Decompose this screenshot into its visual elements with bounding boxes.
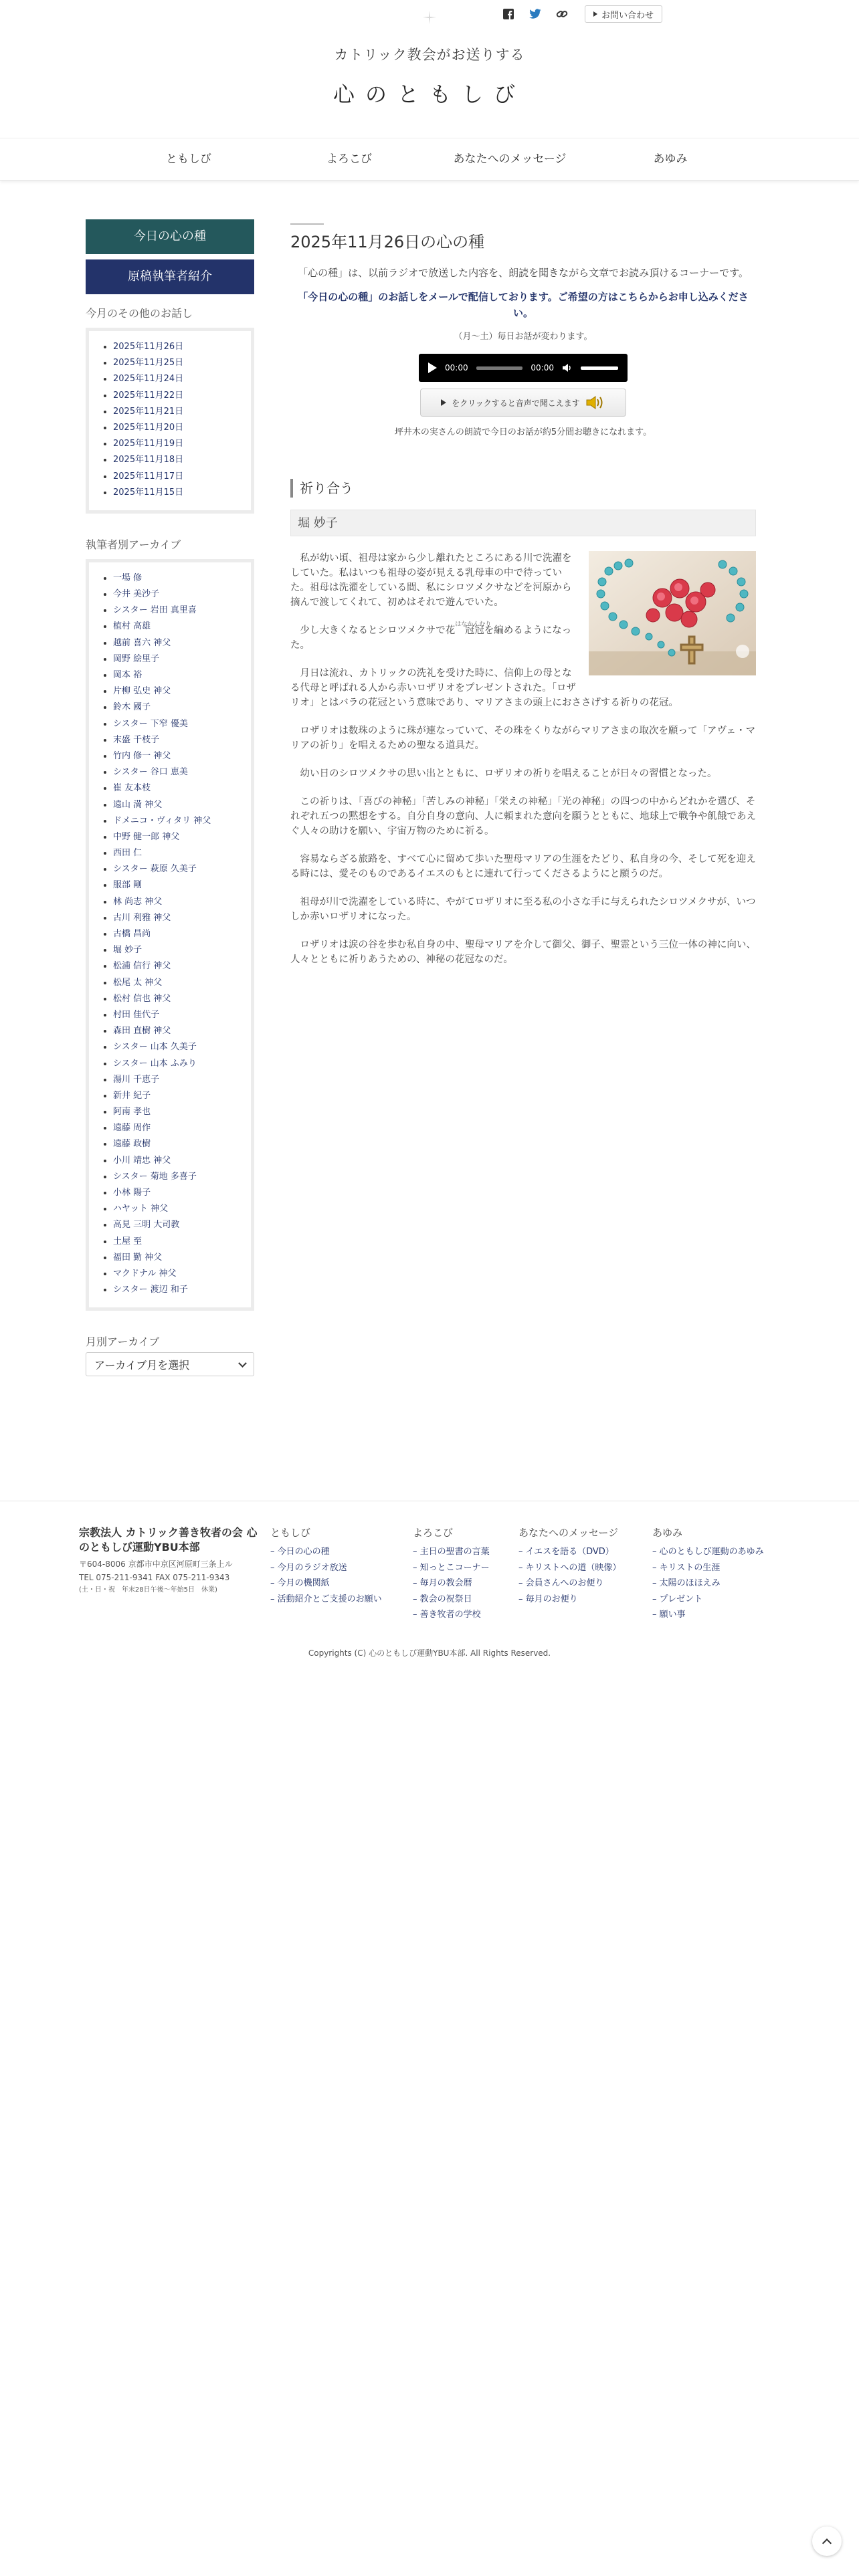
dash-bullet-icon: –: [270, 1578, 278, 1588]
author-item: [102, 861, 242, 877]
footer-link-label: 毎月のお便り: [525, 1594, 578, 1604]
sidebar: [86, 219, 254, 1376]
story-paragraph: 月日は流れ、カトリックの洗礼を受けた時に、信仰上の母となる代母と呼ばれる人から赤いロザリオをプレゼントされた。「ロザリオ」とはバラの花冠という意味であり、マリアさまの頭上におささげする祈りの花冠。: [290, 668, 678, 708]
site-title[interactable]: 心のともしび: [332, 82, 526, 107]
other-story-item: [102, 436, 242, 452]
footer-link[interactable]: [518, 1576, 621, 1592]
author-item-link[interactable]: 崔 友本枝: [113, 783, 151, 794]
footer-link[interactable]: [413, 1607, 490, 1623]
footer-link[interactable]: [413, 1544, 490, 1560]
footer-link[interactable]: [270, 1592, 382, 1608]
author-item-link[interactable]: 松村 信也 神父: [113, 993, 171, 1004]
other-story-item-link[interactable]: 2025年11月20日: [113, 422, 184, 433]
other-story-item-link[interactable]: 2025年11月18日: [113, 455, 184, 465]
site-tagline: カトリック教会がお送りする: [334, 47, 525, 63]
schedule-note: （月〜土）毎日お話が変わります。: [454, 332, 593, 342]
footer-link[interactable]: [652, 1607, 764, 1623]
other-story-item: [102, 469, 242, 485]
author-item-link[interactable]: 遠藤 政樹: [113, 1139, 151, 1150]
progress-slider[interactable]: [476, 366, 523, 370]
author-item-link[interactable]: シスター 萩原 久美子: [113, 864, 197, 875]
author-item-link[interactable]: 岡本 裕: [113, 670, 142, 680]
author-item: [102, 1217, 242, 1233]
footer-link-label: キリストへの道（映像）: [525, 1562, 622, 1573]
footer-column-heading[interactable]: ともしび: [270, 1527, 311, 1539]
footer-column-heading[interactable]: あゆみ: [652, 1527, 683, 1539]
facebook-icon[interactable]: [500, 6, 516, 22]
author-item: [102, 1088, 242, 1104]
nav-item-message[interactable]: あなたへのメッセージ: [453, 152, 567, 166]
page-title: 2025年11月26日の心の種: [290, 233, 485, 251]
dash-bullet-icon: –: [413, 1562, 420, 1573]
author-item: [102, 829, 242, 845]
footer-link[interactable]: [518, 1560, 621, 1576]
author-item-link[interactable]: 阿南 孝也: [113, 1107, 151, 1117]
today-seed-button[interactable]: 今日の心の種: [86, 219, 254, 254]
author-item-link[interactable]: 新井 紀子: [113, 1090, 151, 1101]
copyright: Copyrights (C) 心のともしび運動YBU本部. All Rights Reserved.: [308, 1648, 551, 1658]
nav-item-tomoshibi[interactable]: ともしび: [166, 152, 211, 166]
story-body: [290, 551, 756, 967]
author-item: [102, 975, 242, 991]
footer-hours: (土・日・祝 年末28日午後〜年始5日 休業): [79, 1586, 217, 1594]
author-item: [102, 1234, 242, 1250]
author-item: [102, 683, 242, 700]
other-story-item: [102, 339, 242, 355]
author-item: [102, 1104, 242, 1120]
audio-player: [419, 354, 628, 382]
author-item-link[interactable]: 松尾 太 神父: [113, 977, 163, 988]
other-story-item: [102, 355, 242, 371]
contact-button[interactable]: [585, 5, 662, 23]
nav-item-yorokobi[interactable]: よろこび: [326, 152, 372, 166]
story-paragraph-suffix: 冠を編めるようになった。: [290, 625, 572, 651]
author-item-link[interactable]: シスター 谷口 恵美: [113, 767, 188, 778]
twitter-icon[interactable]: [527, 6, 543, 22]
footer-link-label: 活動紹介とご支援のお願い: [277, 1594, 382, 1604]
monthly-archive-heading: 月別アーカイブ: [86, 1335, 160, 1349]
author-item-link[interactable]: 越前 喜六 神父: [113, 637, 171, 648]
global-nav: [0, 138, 859, 181]
dash-bullet-icon: –: [413, 1547, 420, 1557]
dash-bullet-icon: –: [652, 1594, 660, 1604]
author-item-link[interactable]: 村田 佳代子: [113, 1009, 160, 1020]
author-item: [102, 1039, 242, 1055]
footer-link-label: 主日の聖書の言葉: [419, 1547, 490, 1557]
author-name: 堀 妙子: [290, 510, 756, 536]
author-item-link[interactable]: 片柳 弘史 神父: [113, 686, 171, 697]
other-story-item: [102, 388, 242, 404]
author-item-link[interactable]: 中野 健一郎 神父: [113, 831, 180, 842]
dash-bullet-icon: –: [518, 1594, 526, 1604]
ruby-word: [445, 621, 492, 636]
footer-link[interactable]: [652, 1576, 764, 1592]
author-item: [102, 748, 242, 764]
footer-column: [518, 1525, 621, 1607]
footer-link[interactable]: [652, 1560, 764, 1576]
footer-org-name: 宗教法人 カトリック善き牧者の会 心のともしび運動YBU本部: [79, 1526, 258, 1553]
author-item: [102, 1023, 242, 1039]
footer-link-label: 毎月の教会暦: [419, 1578, 472, 1588]
author-item: [102, 991, 242, 1007]
top-bar: [0, 0, 859, 27]
story-paragraph: 容易ならざる旅路を、すべて心に留めて歩いた聖母マリアの生涯をたどり、私自身の今、そして死を迎える時には、愛そのものであるイエスのもとに連れて行ってくださるようにと願うのだ。: [290, 854, 756, 879]
dash-bullet-icon: –: [270, 1547, 278, 1557]
other-story-item-link[interactable]: 2025年11月25日: [113, 358, 184, 368]
footer-link-label: 善き牧者の学校: [419, 1610, 481, 1620]
author-item-link[interactable]: 今井 美沙子: [113, 589, 160, 600]
author-item: [102, 716, 242, 732]
footer-link-label: 教会の祝祭日: [419, 1594, 472, 1604]
footer-org-info: [79, 1525, 260, 1596]
dash-bullet-icon: –: [652, 1610, 660, 1620]
author-archive-heading: 執筆者別アーカイブ: [86, 538, 181, 551]
footer-link[interactable]: [270, 1560, 382, 1576]
mail-subscribe-link[interactable]: 「今日の心の種」のお話しをメールで配信しております。ご希望の方はこちらからお申し込みください。: [298, 291, 749, 319]
author-item: [102, 1250, 242, 1266]
author-item-link[interactable]: 岡野 絵里子: [113, 653, 160, 664]
author-item: [102, 813, 242, 829]
ruby-base: 花 冠: [445, 625, 475, 636]
author-item: [102, 700, 242, 716]
story-paragraph: この祈りは、「喜びの神秘」「苦しみの神秘」「栄えの神秘」「光の神秘」の四つの中からどれかを選び、それぞれ五つの黙想をする。自分自身の意向、人に頼まれた意向を願うとともに、地球上で戦争や飢餓であえぐ人々の助けを願い、宇宙万物のために祈る。: [290, 796, 756, 837]
footer-link-label: 知っとこコーナー: [419, 1562, 490, 1573]
site-footer: [0, 1501, 859, 1661]
author-item: [102, 942, 242, 958]
author-item-link[interactable]: 一場 修: [113, 572, 142, 583]
footer-link-label: 願い事: [659, 1610, 686, 1620]
link-icon[interactable]: [554, 6, 570, 22]
caret-right-icon: [441, 399, 446, 406]
dash-bullet-icon: –: [518, 1547, 526, 1557]
footer-link-label: 今月の機関紙: [277, 1578, 330, 1588]
author-item: [102, 1072, 242, 1088]
author-item: [102, 894, 242, 910]
author-item: [102, 926, 242, 942]
footer-link-label: 太陽のほほえみ: [659, 1578, 721, 1588]
author-item-link[interactable]: 松浦 信行 神父: [113, 961, 171, 972]
footer-link-label: プレゼント: [659, 1594, 703, 1604]
author-item: [102, 1153, 242, 1169]
author-item-link[interactable]: ドメニコ・ヴィタリ 神父: [113, 815, 211, 826]
author-item-link[interactable]: シスター 菊地 多喜子: [113, 1171, 197, 1182]
ruby-reading: はなかんむり: [455, 621, 492, 628]
story-paragraph-prefix: 少し大きくなるとシロツメクサで: [300, 625, 446, 636]
author-item-link[interactable]: 古橋 昌尚: [113, 929, 151, 939]
author-item-link[interactable]: ハヤット 神父: [113, 1204, 169, 1214]
author-item-link[interactable]: 竹内 修一 神父: [113, 750, 171, 761]
voice-button-label: をクリックすると音声で聞こえます: [452, 398, 580, 408]
other-story-item-link[interactable]: 2025年11月19日: [113, 439, 184, 449]
story-title: 祈り合う: [290, 479, 756, 498]
author-item: [102, 1136, 242, 1152]
footer-column: [270, 1525, 382, 1607]
sparkle-icon: [423, 11, 436, 24]
author-item: [102, 635, 242, 651]
author-item: [102, 1056, 242, 1072]
volume-icon[interactable]: [562, 362, 573, 373]
author-item: [102, 1201, 242, 1217]
other-story-item-link[interactable]: 2025年11月17日: [113, 471, 184, 481]
other-story-item-link[interactable]: 2025年11月26日: [113, 342, 184, 352]
footer-link[interactable]: [518, 1544, 621, 1560]
author-item: [102, 1120, 242, 1136]
author-archive-list: [86, 559, 254, 1311]
caret-right-icon: [593, 11, 597, 17]
other-story-item-link[interactable]: 2025年11月22日: [113, 390, 184, 401]
author-item: [102, 877, 242, 893]
dash-bullet-icon: –: [413, 1578, 420, 1588]
footer-link[interactable]: [270, 1544, 382, 1560]
author-item: [102, 764, 242, 780]
author-item: [102, 910, 242, 926]
contact-label: お問い合わせ: [601, 10, 654, 21]
other-story-item-link[interactable]: 2025年11月21日: [113, 406, 184, 417]
writers-intro-button[interactable]: 原稿執筆者紹介: [86, 259, 254, 294]
author-item: [102, 1169, 242, 1185]
footer-column: [413, 1525, 490, 1623]
author-item-link[interactable]: 遠山 満 神父: [113, 799, 163, 810]
reader-note: 坪井木の実さんの朗読で今日のお話が約5分間お聴きになれます。: [394, 427, 652, 437]
author-item: [102, 667, 242, 683]
other-story-item: [102, 452, 242, 468]
dash-bullet-icon: –: [518, 1578, 526, 1588]
social-links: [500, 5, 662, 23]
other-story-item-link[interactable]: 2025年11月15日: [113, 487, 184, 498]
other-stories-heading: 今月のその他のお話し: [86, 307, 193, 320]
story-paragraph: 祖母が川で洗濯をしている時に、やがてロザリオに至る私の小さな手に与えられたシロツメクサが、いつしか赤いロザリオになった。: [290, 897, 756, 922]
footer-link[interactable]: [413, 1576, 490, 1592]
author-item-link[interactable]: 森田 直樹 神父: [113, 1026, 171, 1037]
author-item: [102, 732, 242, 748]
story-paragraph: ロザリオは涙の谷を歩む私自身の中、聖母マリアを介して御父、御子、聖霊という三位一体の神に向い、人々とともに祈りあうための、神秘の花冠なのだ。: [290, 940, 756, 965]
footer-column-heading[interactable]: よろこび: [413, 1527, 454, 1539]
author-item: [102, 1282, 242, 1298]
speaker-icon: [585, 395, 605, 410]
dash-bullet-icon: –: [413, 1594, 420, 1604]
author-item: [102, 845, 242, 861]
other-story-item: [102, 404, 242, 420]
author-item-link[interactable]: 植村 高雄: [113, 621, 151, 632]
footer-link-label: 会員さんへのお便り: [525, 1578, 604, 1588]
author-item-link[interactable]: シスター 渡辺 和子: [113, 1285, 188, 1295]
dash-bullet-icon: –: [652, 1562, 660, 1573]
other-story-item: [102, 371, 242, 387]
author-item-link[interactable]: 福田 勤 神父: [113, 1252, 163, 1263]
dash-bullet-icon: –: [652, 1578, 660, 1588]
footer-link-label: 今日の心の種: [277, 1547, 330, 1557]
footer-link[interactable]: [270, 1576, 382, 1592]
dash-bullet-icon: –: [652, 1547, 660, 1557]
duration: 00:00: [531, 363, 554, 372]
author-item-link[interactable]: 湯川 千恵子: [113, 1074, 160, 1085]
monthly-archive-select-value: アーカイブ月を選択: [94, 1358, 190, 1372]
main-content: [290, 219, 756, 980]
author-item-link[interactable]: 土屋 至: [113, 1236, 142, 1247]
author-item-link[interactable]: シスター 山本 ふみり: [113, 1058, 197, 1069]
author-item-link[interactable]: 小川 靖忠 神父: [113, 1155, 171, 1166]
current-time: 00:00: [445, 363, 468, 372]
footer-column: [652, 1525, 764, 1623]
author-item-link[interactable]: 遠藤 周作: [113, 1123, 151, 1134]
footer-link-label: イエスを語る（DVD）: [525, 1547, 614, 1557]
author-item: [102, 1185, 242, 1201]
author-item-link[interactable]: 服部 剛: [113, 880, 142, 891]
dash-bullet-icon: –: [270, 1594, 278, 1604]
footer-address: 〒604-8006 京都市中京区河原町三条上ル: [79, 1560, 233, 1569]
author-item-link[interactable]: シスター 下窄 優美: [113, 718, 188, 729]
author-item: [102, 780, 242, 796]
footer-link[interactable]: [518, 1592, 621, 1608]
author-item: [102, 570, 242, 586]
dash-bullet-icon: –: [270, 1562, 278, 1573]
author-item: [102, 586, 242, 603]
title-divider: [290, 223, 324, 225]
footer-link[interactable]: [652, 1544, 764, 1560]
author-item: [102, 651, 242, 667]
footer-link[interactable]: [652, 1592, 764, 1608]
intro-text: 「心の種」は、以前ラジオで放送した内容を、朗読を聞きながら文章でお読み頂けるコーナーです。: [298, 267, 749, 279]
author-item-link[interactable]: 西田 仁: [113, 848, 142, 859]
other-stories-list: [86, 328, 254, 514]
author-item-link[interactable]: 林 尚志 神父: [113, 896, 163, 907]
author-item-link[interactable]: 高見 三明 大司教: [113, 1220, 180, 1230]
other-story-item-link[interactable]: 2025年11月24日: [113, 374, 184, 385]
dash-bullet-icon: –: [413, 1610, 420, 1620]
voice-play-button[interactable]: [420, 389, 626, 417]
other-story-item: [102, 485, 242, 501]
play-icon[interactable]: [428, 362, 437, 373]
footer-column-heading[interactable]: あなたへのメッセージ: [518, 1527, 619, 1539]
author-item-link[interactable]: 小林 陽子: [113, 1188, 151, 1198]
author-item-link[interactable]: 末盛 千枝子: [113, 734, 160, 745]
footer-tel: TEL 075-211-9341 FAX 075-211-9343: [79, 1573, 230, 1582]
monthly-archive-select[interactable]: [86, 1352, 254, 1376]
author-item: [102, 797, 242, 813]
author-item-link[interactable]: マクドナル 神父: [113, 1268, 177, 1279]
footer-link-label: キリストの生涯: [659, 1562, 721, 1573]
chevron-down-icon: [238, 1359, 247, 1368]
author-item-link[interactable]: 鈴木 國子: [113, 702, 151, 713]
author-item-link[interactable]: 古川 利雅 神父: [113, 912, 171, 923]
other-story-item: [102, 420, 242, 436]
story-paragraph: 私が幼い頃、祖母は家から少し離れたところにある川で洗濯をしていた。私はいつも祖母の姿が見える乳母車の中で待っていた。祖母は洗濯をしている間、私にシロツメクサなどを河原から摘んで渡してくれて、初めはそれで遊んでいた。: [290, 553, 572, 608]
rosary-photo: [589, 551, 756, 675]
author-item-link[interactable]: 堀 妙子: [113, 945, 142, 956]
chevron-up-icon: [822, 2538, 832, 2547]
author-item-link[interactable]: シスター 岩田 真里喜: [113, 605, 197, 616]
story-paragraph: ロザリオは数珠のように珠が連なっていて、その珠をくりながらマリアさまの取次を願って「アヴェ・マリアの祈り」を唱えるための聖なる道具だ。: [290, 726, 755, 751]
author-item: [102, 1007, 242, 1023]
footer-link[interactable]: [413, 1560, 490, 1576]
footer-link[interactable]: [413, 1592, 490, 1608]
dash-bullet-icon: –: [518, 1562, 526, 1573]
author-item: [102, 603, 242, 619]
nav-item-ayumi[interactable]: あゆみ: [653, 152, 688, 166]
author-item-link[interactable]: シスター 山本 久美子: [113, 1042, 197, 1053]
footer-link-label: 心のともしび運動のあゆみ: [659, 1547, 764, 1557]
author-item: [102, 619, 242, 635]
volume-slider[interactable]: [581, 366, 618, 370]
author-item: [102, 1266, 242, 1282]
story-paragraph: 幼い日のシロツメクサの思い出とともに、ロザリオの祈りを唱えることが日々の習慣となった。: [300, 768, 717, 779]
back-to-top-button[interactable]: [812, 2527, 842, 2556]
footer-link-label: 今月のラジオ放送: [277, 1562, 347, 1573]
author-item: [102, 958, 242, 974]
